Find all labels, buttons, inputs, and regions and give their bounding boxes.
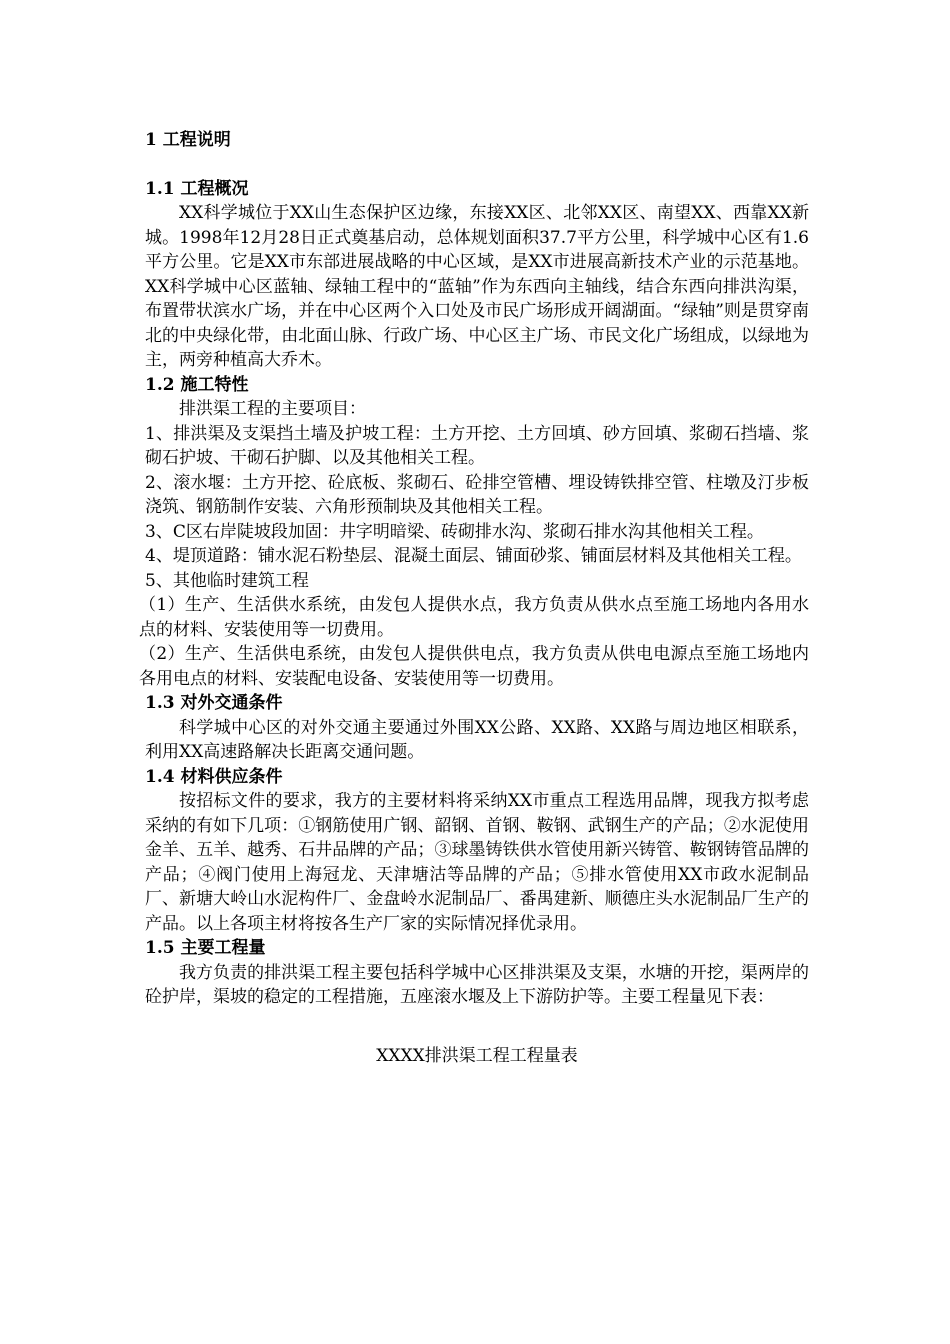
list-item: 1、排洪渠及支渠挡土墙及护坡工程：土方开挖、土方回填、砂方回填、浆砌石挡墙、浆砌石护坡、干砌石护脚、以及其他相关工程。 xyxy=(145,423,809,468)
chapter-title: 1 工程说明 xyxy=(145,130,231,150)
section-heading-1-3: 1.3 对外交通条件 xyxy=(145,693,283,713)
section-1-1-paragraph: XX科学城位于XX山生态保护区边缘，东接XX区、北邻XX区、南望XX、西靠XX新城。1998年12月28日正式奠基启动，总体规划面积37.7平方公里，科学城中心区有1.6平方公里。它是XX市东部进展战略的中心区域，是XX市进展高新技术产业的示范基地。XX科学城中心区蓝轴、绿轴工程中的“蓝轴”作为东西向主轴线，结合东西向排洪沟渠，布置带状滨水广场，并在中心区两个入口处及市民广场形成开阔湖面。“绿轴”则是贯穿南北的中央绿化带，由北面山脉、行政广场、中心区主广场、市民文化广场组成，以绿地为主，两旁种植高大乔木。 xyxy=(145,203,809,370)
list-item: 2、滚水堰：土方开挖、砼底板、浆砌石、砼排空管槽、埋设铸铁排空管、柱墩及汀步板浇筑、钢筋制作安装、六角形预制块及其他相关工程。 xyxy=(145,472,809,517)
list-item: 4、堤顶道路：铺水泥石粉垫层、混凝土面层、铺面砂浆、铺面层材料及其他相关工程。 xyxy=(145,546,802,566)
section-1-3-paragraph: 科学城中心区的对外交通主要通过外围XX公路、XX路、XX路与周边地区相联系，利用XX高速路解决长距离交通问题。 xyxy=(145,717,809,762)
section-heading-1-5: 1.5 主要工程量 xyxy=(145,938,266,958)
table-title: XXXX排洪渠工程工程量表 xyxy=(376,1045,578,1066)
section-1-2-intro: 排洪渠工程的主要项目： xyxy=(179,399,366,419)
list-item: 3、C区右岸陡坡段加固：井字明暗梁、砖砌排水沟、浆砌石排水沟其他相关工程。 xyxy=(145,521,764,542)
section-1-5-paragraph: 我方负责的排洪渠工程主要包括科学城中心区排洪渠及支渠，水塘的开挖，渠两岸的砼护岸，渠坡的稳定的工程措施，五座滚水堰及上下游防护等。主要工程量见下表： xyxy=(145,962,809,1007)
section-heading-1-4: 1.4 材料供应条件 xyxy=(145,766,283,787)
list-item: 5、其他临时建筑工程 xyxy=(145,570,309,591)
sub-list-item: （2）生产、生活供电系统，由发包人提供供电点，我方负责从供电电源点至施工场地内各用电点的材料、安装配电设备、安装使用等一切费用。 xyxy=(139,644,809,689)
section-1-4-paragraph: 按招标文件的要求，我方的主要材料将采纳XX市重点工程选用品牌，现我方拟考虑采纳的有如下几项：①钢筋使用广钢、韶钢、首钢、鞍钢、武钢生产的产品；②水泥使用金羊、五羊、越秀、石井品牌的产品；③球墨铸铁供水管使用新兴铸管、鞍钢铸管品牌的产品；④阀门使用上海冠龙、天津塘沽等品牌的产品；⑤排水管使用XX市政水泥制品厂、新塘大岭山水泥构件厂、金盘岭水泥制品厂、番禺建新、顺德庄头水泥制品厂生产的产品。以上各项主材将按各生产厂家的实际情况择优录用。 xyxy=(145,791,809,934)
document-page xyxy=(139,128,809,1068)
section-heading-1-2: 1.2 施工特性 xyxy=(145,374,249,395)
section-heading-1-1: 1.1 工程概况 xyxy=(145,178,249,199)
sub-list-item: （1）生产、生活供水系统，由发包人提供水点，我方负责从供水点至施工场地内各用水点的材料、安装使用等一切费用。 xyxy=(139,595,809,640)
